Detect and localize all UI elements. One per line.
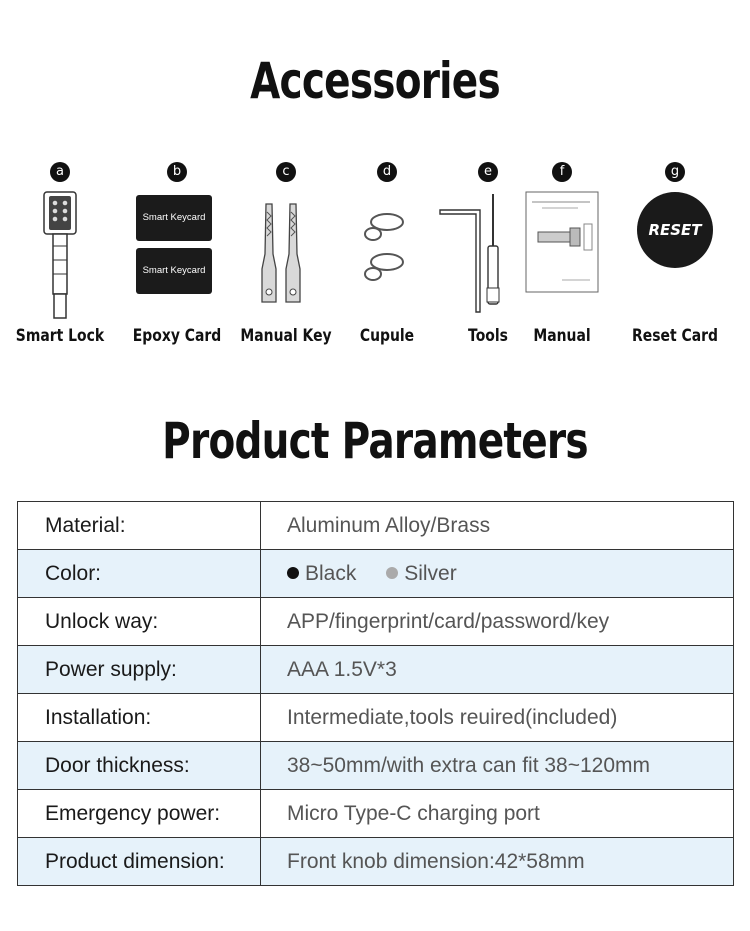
param-value: 38~50mm/with extra can fit 38~120mm bbox=[261, 742, 734, 790]
item-letter: b bbox=[167, 162, 187, 182]
table-row bbox=[18, 838, 734, 886]
parameters-title: Product Parameters bbox=[162, 412, 588, 470]
param-value: Front knob dimension:42*58mm bbox=[261, 838, 734, 886]
param-label: Product dimension: bbox=[18, 838, 261, 886]
item-label: Tools bbox=[468, 326, 508, 346]
accessory-smart-lock bbox=[0, 162, 120, 352]
black-dot-icon bbox=[287, 567, 299, 579]
parameters-table bbox=[17, 501, 734, 886]
item-letter: e bbox=[478, 162, 498, 182]
param-value: AAA 1.5V*3 bbox=[261, 646, 734, 694]
accessory-epoxy-card bbox=[117, 162, 237, 352]
param-label: Installation: bbox=[18, 694, 261, 742]
item-letter: a bbox=[50, 162, 70, 182]
item-label: Smart Lock bbox=[15, 326, 105, 346]
item-label: Manual Key bbox=[240, 326, 332, 346]
accessories-title: Accessories bbox=[250, 52, 500, 110]
accessory-manual bbox=[502, 162, 622, 352]
table-row bbox=[18, 742, 734, 790]
param-value: Aluminum Alloy/Brass bbox=[261, 502, 734, 550]
table-row bbox=[18, 550, 734, 598]
reset-card-icon bbox=[615, 184, 735, 324]
manual-icon bbox=[502, 184, 622, 324]
param-value: Micro Type-C charging port bbox=[261, 790, 734, 838]
table-row bbox=[18, 790, 734, 838]
keycard-icon: Smart Keycard bbox=[136, 195, 212, 241]
param-label: Material: bbox=[18, 502, 261, 550]
table-row bbox=[18, 646, 734, 694]
param-label: Power supply: bbox=[18, 646, 261, 694]
item-label: Epoxy Card bbox=[132, 326, 222, 346]
param-label: Unlock way: bbox=[18, 598, 261, 646]
param-value bbox=[261, 550, 734, 598]
keycard-icon: Smart Keycard bbox=[136, 248, 212, 294]
smart-lock-icon bbox=[0, 184, 120, 324]
color-black: Black bbox=[305, 561, 357, 585]
accessory-reset-card bbox=[615, 162, 735, 352]
table-row bbox=[18, 502, 734, 550]
table-row bbox=[18, 694, 734, 742]
item-letter: d bbox=[377, 162, 397, 182]
param-label: Emergency power: bbox=[18, 790, 261, 838]
item-label: Reset Card bbox=[632, 326, 718, 346]
table-row bbox=[18, 598, 734, 646]
item-label: Cupule bbox=[359, 326, 415, 346]
reset-card-text: RESET bbox=[648, 221, 702, 239]
silver-dot-icon bbox=[386, 567, 398, 579]
color-silver: Silver bbox=[404, 561, 457, 585]
item-letter: c bbox=[276, 162, 296, 182]
item-letter: f bbox=[552, 162, 572, 182]
item-label: Manual bbox=[533, 326, 591, 346]
param-label: Door thickness: bbox=[18, 742, 261, 790]
item-letter: g bbox=[665, 162, 685, 182]
param-label: Color: bbox=[18, 550, 261, 598]
param-value: Intermediate,tools reuired(included) bbox=[261, 694, 734, 742]
param-value: APP/fingerprint/card/password/key bbox=[261, 598, 734, 646]
